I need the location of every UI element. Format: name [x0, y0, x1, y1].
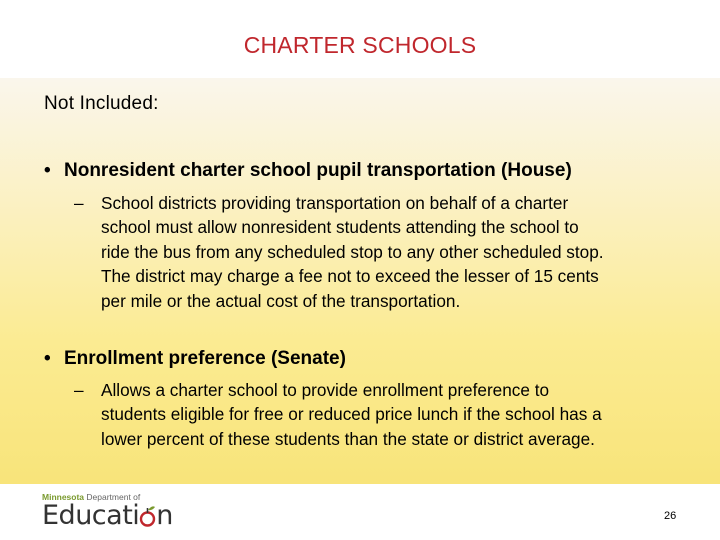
section-heading: Not Included: — [44, 93, 159, 114]
mde-logo — [42, 492, 173, 531]
sub-line: school must allow nonresident students attending the school to — [101, 217, 579, 238]
sub-item — [74, 191, 704, 313]
sub-line: lower percent of these students than the state or district average. — [101, 428, 595, 449]
apple-o-icon — [139, 500, 156, 531]
bullet-marker: • — [44, 160, 51, 181]
logo-state: Minnesota — [42, 492, 85, 502]
sub-line: students eligible for free or reduced price lunch if the school has a — [101, 404, 602, 425]
sub-line: School districts providing transportation on behalf of a charter — [101, 193, 569, 213]
bullet-label: Enrollment preference (Senate) — [64, 348, 346, 369]
sub-line: Allows a charter school to provide enrollment preference to — [101, 380, 550, 400]
bullet-marker: • — [44, 348, 51, 369]
sub-line: per mile or the actual cost of the transportation. — [101, 290, 461, 311]
dash-marker: – — [74, 193, 84, 213]
logo-word-start: Educati — [42, 500, 140, 531]
logo-wordmark — [42, 500, 173, 531]
logo-dept: Department of — [84, 492, 141, 502]
dash-marker: – — [74, 380, 84, 400]
sub-line: The district may charge a fee not to exceed the lesser of 15 cents — [101, 266, 599, 287]
bullet-item — [44, 348, 346, 370]
bullet-item — [44, 160, 572, 182]
sub-line: ride the bus from any scheduled stop to any other scheduled stop. — [101, 241, 604, 262]
slide-title: CHARTER SCHOOLS — [243, 32, 477, 58]
logo-word-end: n — [156, 500, 173, 531]
bullet-label: Nonresident charter school pupil transportation (House) — [64, 160, 572, 181]
page-number: 26 — [664, 510, 677, 522]
sub-item — [74, 378, 704, 451]
